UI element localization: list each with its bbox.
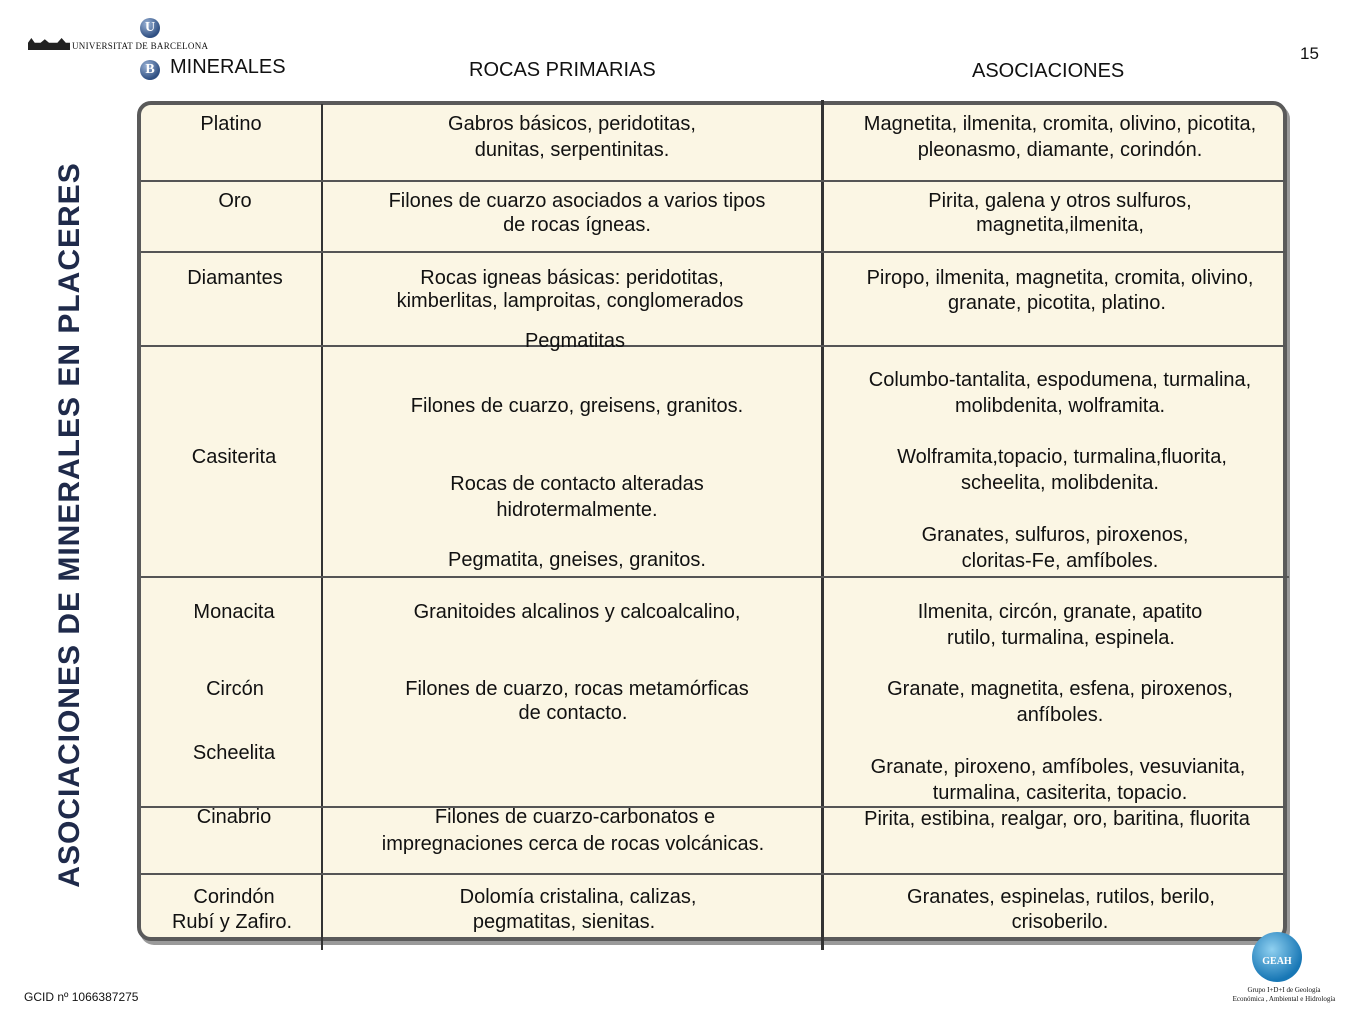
rocas-cell: Pegmatitas — [524, 330, 626, 352]
rocas-cell: de contacto. — [518, 702, 628, 724]
asociaciones-cell: molibdenita, wolframita. — [954, 395, 1166, 417]
university-name: UNIVERSITAT DE BARCELONA — [72, 41, 209, 51]
asociaciones-cell: Piropo, ilmenita, magnetita, cromita, olivino, — [866, 267, 1254, 289]
rocas-cell: Granitoides alcalinos y calcoalcalino, — [413, 601, 741, 623]
asociaciones-cell: Granate, piroxeno, amfíboles, vesuvianita, — [870, 756, 1246, 778]
asociaciones-cell: crisoberilo. — [1011, 911, 1109, 933]
asociaciones-cell: Pirita, galena y otros sulfuros, — [928, 190, 1192, 212]
mineral-cell: Corindón — [193, 886, 275, 908]
row-divider — [141, 251, 1285, 253]
rocas-cell: de rocas ígneas. — [503, 214, 651, 236]
asociaciones-cell: Granate, magnetita, esfena, piroxenos, — [887, 678, 1233, 700]
rocas-cell: Filones de cuarzo, greisens, granitos. — [410, 395, 744, 417]
asociaciones-cell: turmalina, casiterita, topacio. — [932, 782, 1188, 804]
asociaciones-cell: Columbo-tantalita, espodumena, turmalina, — [868, 369, 1252, 391]
asociaciones-cell: rutilo, turmalina, espinela. — [947, 627, 1175, 649]
col-header-asociaciones: ASOCIACIONES — [972, 60, 1125, 82]
asociaciones-cell: Ilmenita, circón, granate, apatito — [917, 601, 1203, 623]
row-divider — [141, 180, 1285, 182]
row-divider — [141, 873, 1285, 875]
asociaciones-cell: Pirita, estibina, realgar, oro, baritina, fluorita — [864, 808, 1250, 830]
page-number: 15 — [1300, 44, 1319, 63]
vertical-title: ASOCIACIONES DE MINERALES EN PLACERES — [53, 162, 86, 888]
mineral-cell: Monacita — [193, 601, 275, 623]
rocas-cell: kimberlitas, lamproitas, conglomerados — [396, 290, 744, 312]
ub-logo-b: B — [140, 60, 160, 80]
mineral-cell: Circón — [206, 678, 264, 700]
asociaciones-cell: scheelita, molibdenita. — [961, 472, 1159, 494]
mineral-cell: Platino — [200, 113, 262, 135]
rocas-cell: Dolomía cristalina, calizas, — [459, 886, 697, 908]
rocas-cell: pegmatitas, sienitas. — [472, 911, 656, 933]
ub-logo-u: U — [140, 18, 160, 38]
geah-group-line-2: Económica , Ambiental e Hidrología — [1232, 995, 1336, 1003]
asociaciones-cell: Granates, espinelas, rutilos, berilo, — [907, 886, 1215, 908]
geah-group-name — [1224, 986, 1344, 1004]
col-header-rocas: ROCAS PRIMARIAS — [469, 59, 656, 81]
geah-logo: GEAH — [1252, 932, 1302, 982]
mineral-cell: Oro — [218, 190, 252, 212]
gcid-number: GCID nº 1066387275 — [24, 990, 139, 1004]
asociaciones-cell: magnetita,ilmenita, — [976, 214, 1144, 236]
rocas-cell: Gabros básicos, peridotitas, — [448, 113, 696, 135]
asociaciones-cell: Magnetita, ilmenita, cromita, olivino, picotita, — [863, 113, 1257, 135]
asociaciones-cell: granate, picotita, platino. — [948, 292, 1166, 314]
rocas-cell: impregnaciones cerca de rocas volcánicas. — [381, 833, 765, 855]
rocas-cell: Filones de cuarzo, rocas metamórficas — [405, 678, 749, 700]
rocas-cell: Filones de cuarzo-carbonatos e — [434, 806, 716, 828]
asociaciones-cell: pleonasmo, diamante, corindón. — [917, 139, 1203, 161]
asociaciones-cell: cloritas-Fe, amfíboles. — [961, 550, 1159, 572]
rocas-cell: Rocas de contacto alteradas — [450, 473, 704, 495]
rocas-cell: hidrotermalmente. — [496, 499, 658, 521]
rocas-cell: Pegmatita, gneises, granitos. — [448, 549, 706, 571]
rocas-cell: Rocas igneas básicas: peridotitas, — [420, 267, 724, 289]
mineral-cell: Rubí y Zafiro. — [171, 911, 293, 933]
geah-group-line-1: Grupo I+D+I de Geología — [1247, 986, 1321, 994]
mineral-cell: Casiterita — [191, 446, 277, 468]
row-divider — [141, 576, 1289, 578]
col-header-minerales: MINERALES — [170, 56, 286, 78]
asociaciones-cell: anfíboles. — [1016, 704, 1104, 726]
mineral-cell: Scheelita — [192, 742, 276, 764]
rocas-cell: Filones de cuarzo asociados a varios tipos — [388, 190, 766, 212]
rocas-cell: dunitas, serpentinitas. — [474, 139, 670, 161]
mineral-cell: Diamantes — [187, 267, 283, 289]
asociaciones-cell: Granates, sulfuros, piroxenos, — [921, 524, 1189, 546]
asociaciones-cell: Wolframita,topacio, turmalina,fluorita, — [897, 446, 1227, 468]
mineral-cell: Cinabrio — [196, 806, 272, 828]
university-building-icon — [28, 38, 70, 50]
